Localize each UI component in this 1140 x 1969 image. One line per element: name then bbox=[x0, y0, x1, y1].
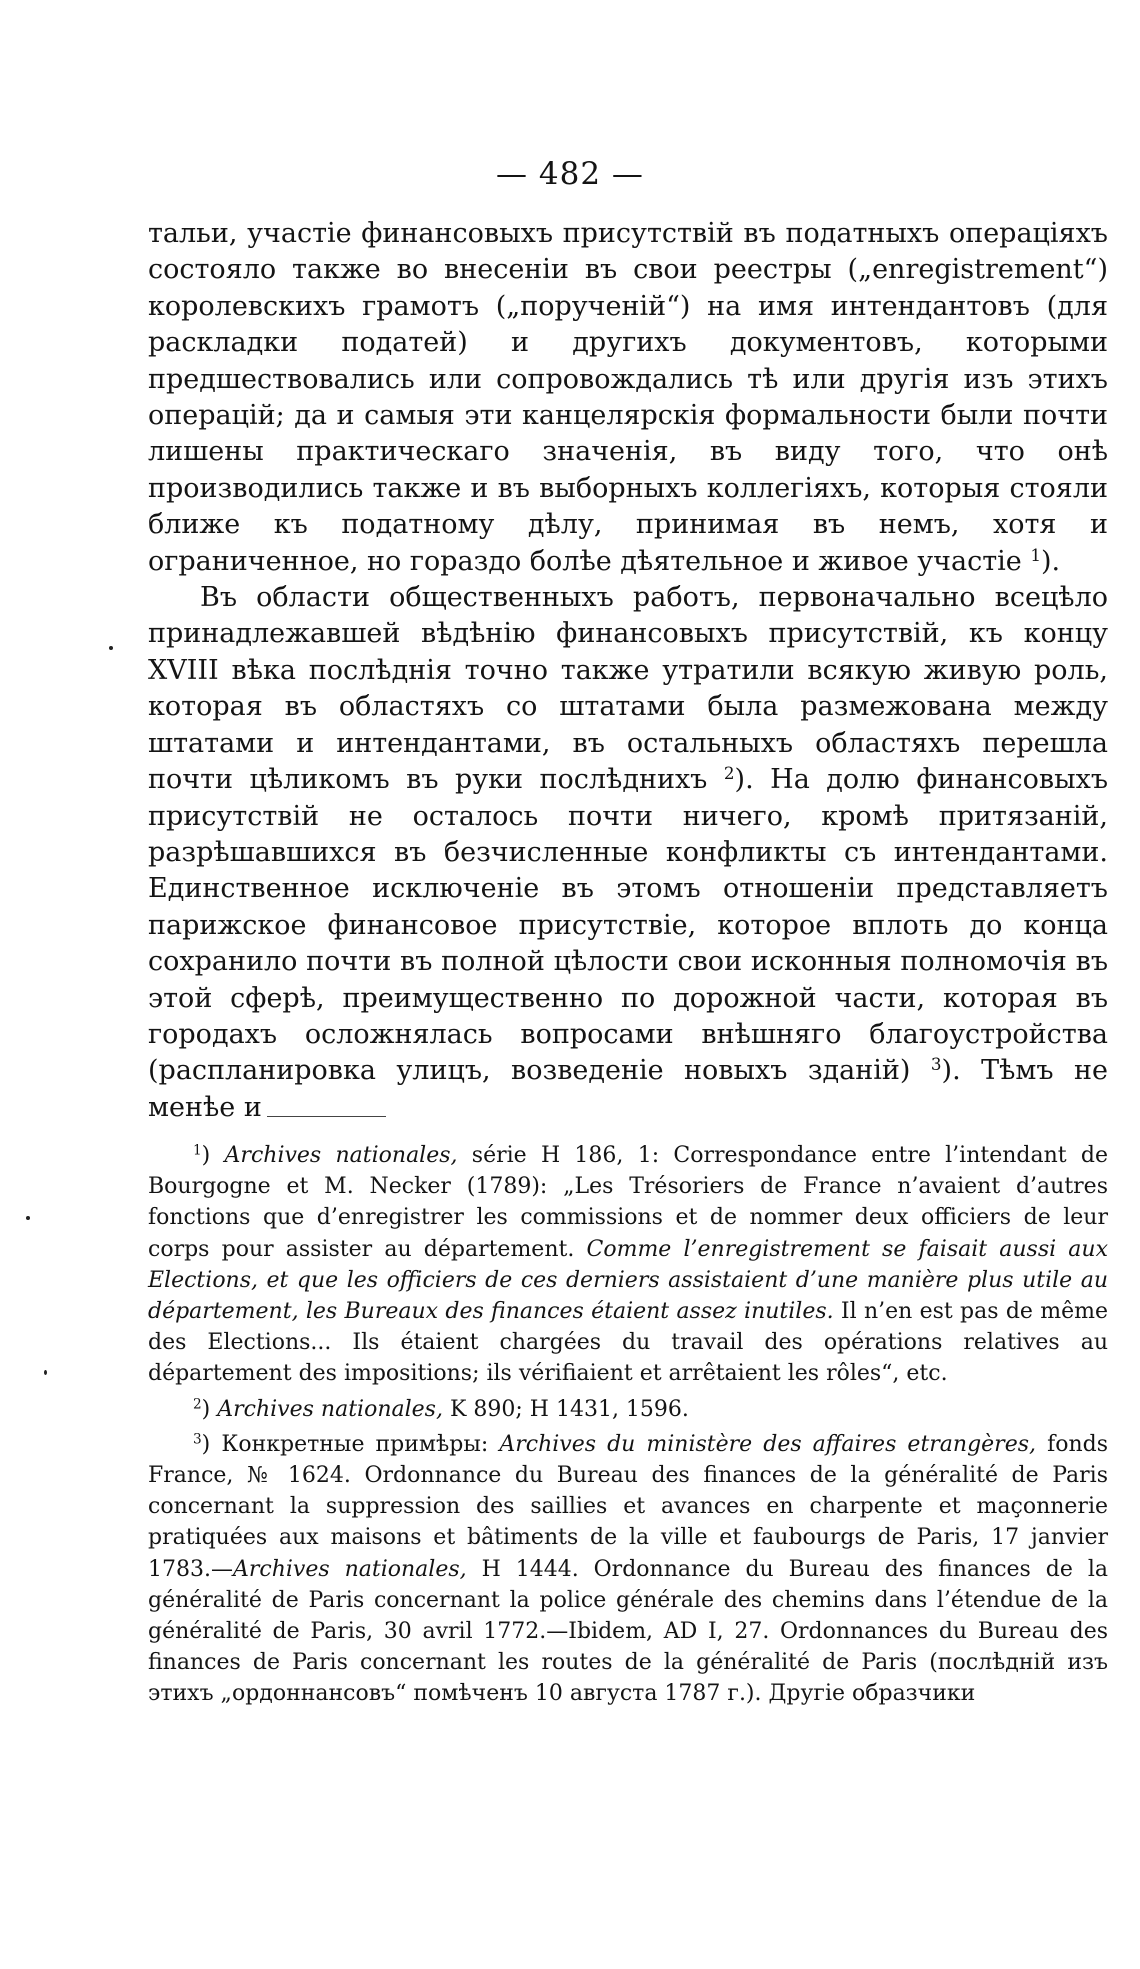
footnote-ref-2: 2 bbox=[723, 762, 735, 783]
footnote-ref-1: 1 bbox=[1030, 544, 1042, 565]
footnote-1-text-a: série H 186, 1: Correspondance entre l’intendant de Bourgogne et M. Necker (1789): „Les Trésoriers de France n’avaient d’autres fonctions que d’enregistrer les commissions et de nommer deux officiers de leur corps pour assister au département. bbox=[148, 1143, 1108, 1262]
ink-speck bbox=[109, 646, 113, 650]
footnote-1-source: Archives nationales, bbox=[224, 1143, 458, 1168]
paragraph-2-text-b: ). На долю финансовыхъ присутствій не осталось почти ничего, кромѣ притязаній, разрѣшавшихся въ безчисленные конфликты съ интендантами. Единственное исключеніе въ этомъ отношеніи представляетъ парижское финансовое присутствіе, которое вплоть до конца сохранило почти въ полной цѣлости свои исконныя полномочія въ этой сферѣ, преимущественно по дорожной части, которая въ городахъ осложнялась вопросами внѣшняго благоустройства (распланировка улицъ, возведеніе новыхъ зданій) bbox=[148, 764, 1109, 1087]
paragraph-1-tail: ). bbox=[1041, 545, 1061, 577]
paragraph-1-text: тальи, участіе финансовыхъ присутствій въ податныхъ операціяхъ состояло также во внесеніи въ свои реестры („enregistrement“) королевскихъ грамотъ („порученій“) на имя интендантовъ (для раскладки податей) и другихъ документовъ, которыми предшествовались или сопровождались тѣ или другія изъ этихъ операцій; да и самыя эти канцелярскія формальности были почти лишены практическаго значенія, въ виду того, что онѣ производились также и въ выборныхъ коллегіяхъ, которыя стояли ближе къ податному дѣлу, принимая въ немъ, хотя и ограниченное, но гораздо болѣе дѣятельное и живое участіе bbox=[148, 218, 1108, 577]
footnote-1-text-b: Il n’en est pas de même des Elections... Ils étaient chargées du travail des opérations relatives au département des impositions; ils vérifiaient et arrêtaient les rôles“, etc. bbox=[148, 1299, 1108, 1387]
paragraph-2-text-a: Въ области общественныхъ работъ, первоначально всецѣло принадлежавшей вѣдѣнію финансовыхъ присутствій, къ концу XVIII вѣка послѣднія точно также утратили всякую живую роль, которая въ областяхъ со штатами была размежована между штатами и интендантами, въ остальныхъ областяхъ перешла почти цѣликомъ въ руки послѣднихъ bbox=[148, 582, 1108, 796]
footnote-3-source-b: Archives nationales, bbox=[232, 1556, 467, 1582]
footnote-2: $^2$) Archives nationales, K 890; H 1431, 1596. bbox=[193, 1396, 689, 1422]
footnote-3-text-b: fonds France, № 1624. Ordonnance du Bureau des finances de la généralité de Paris concernant la suppression des saillies et avances en charpente et maçonnerie pratiquées aux maisons et bâtiments de la ville et faubourgs de Paris, 17 janvier 1783.— bbox=[148, 1431, 1108, 1582]
page-number: — 482 — bbox=[496, 156, 644, 192]
footnote-divider bbox=[267, 1116, 386, 1117]
footnote-3-text-c: H 1444. Ordonnance du Bureau des finances de la généralité de Paris concernant la police générale des chemins dans l’étendue de la généralité de Paris, 30 avril 1772.—Ibidem, AD I, 27. Ordonnances du Bureau des finances de Paris concernant les routes de la généralité de Paris (послѣдній изъ этихъ „ордоннансовъ“ помѣченъ 10 августа 1787 г.). Другіе образчики bbox=[148, 1556, 1108, 1707]
footnote-1: $^1$) Archives nationales, série H 186, 1: Correspondance entre l’intendant de Bourgogne et M. Necker (1789): „Les Trésoriers de France n’avaient d’autres fonctions que d’enregistrer les commissions et de nommer deux officiers de leur corps pour assister au département. Comme l’enregistrement se faisait aussi aux Elections, et que les officiers de ces derniers assistaient d’une manière plus utile au département, les Bureaux des finances étaient assez inutiles. Il n’en est pas de même des Elections... Ils étaient chargées du travail des opérations relatives au département des impositions; ils vérifiaient et arrêtaient les rôles“, etc. bbox=[148, 1142, 1109, 1387]
footnote-3-marker: 3 bbox=[193, 1431, 202, 1448]
footnote-3-source-a: Archives du ministère des affaires etrangères, bbox=[499, 1431, 1037, 1457]
footnotes bbox=[148, 1140, 1108, 1714]
footnote-3-text-a: Конкретные примѣры: bbox=[221, 1431, 500, 1457]
footnote-1-italic-quote: Comme l’enregistrement se faisait aussi aux Elections, et que les officiers de ces derniers assistaient d’une manière plus utile au département, les Bureaux des finances étaient assez inutiles. bbox=[148, 1236, 1109, 1325]
paragraph-1 bbox=[148, 216, 1108, 580]
footnote-2-source: Archives nationales, bbox=[217, 1396, 443, 1422]
footnote-3: $^3$) Конкретные примѣры: Archives du ministère des affaires etrangères, fonds France, № 1624. Ordonnance du Bureau des finances de la généralité de Paris concernant la suppression des saillies et avances en charpente et maçonnerie pratiquées aux maisons et bâtiments de la ville et faubourgs de Paris, 17 janvier 1783.—Archives nationales, H 1444. Ordonnance du Bureau des finances de la généralité de Paris concernant la police générale des chemins dans l’étendue de la généralité de Paris, 30 avril 1772.—Ibidem, AD I, 27. Ordonnances du Bureau des finances de Paris concernant les routes de la généralité de Paris (послѣдній изъ этихъ „ордоннансовъ“ помѣченъ 10 августа 1787 г.). Другіе образчики bbox=[148, 1431, 1108, 1707]
paragraph-2-text-c: ). Тѣмъ не менѣе и bbox=[148, 1055, 1108, 1123]
footnote-ref-3: 3 bbox=[930, 1054, 942, 1075]
footnote-2-marker: 2 bbox=[193, 1396, 202, 1413]
ink-speck bbox=[44, 1370, 47, 1375]
footnote-1-marker: 1 bbox=[193, 1142, 202, 1159]
ink-speck bbox=[26, 1216, 30, 1220]
paragraph-2 bbox=[148, 580, 1108, 1126]
main-text bbox=[148, 216, 1108, 1126]
footnote-2-text: K 890; H 1431, 1596. bbox=[442, 1396, 689, 1422]
